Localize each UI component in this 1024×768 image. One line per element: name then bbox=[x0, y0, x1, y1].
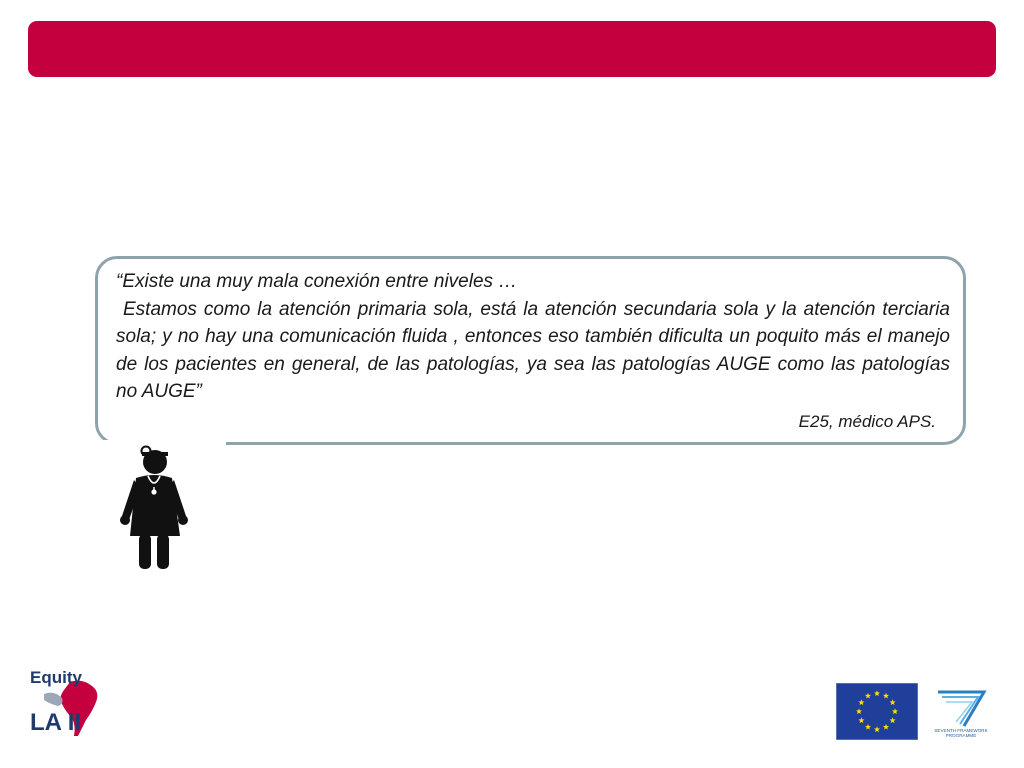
fp7-caption-1: SEVENTH FRAMEWORK bbox=[934, 728, 988, 733]
fp7-logo bbox=[928, 688, 994, 738]
header-banner bbox=[28, 21, 996, 77]
quote-intro: “Existe una muy mala conexión entre niveles … bbox=[116, 271, 518, 292]
equity-la-ii-logo bbox=[26, 668, 116, 738]
quote-attribution: E25, médico APS. bbox=[798, 412, 936, 431]
la-ii-logo-text: LA II bbox=[30, 709, 82, 736]
equity-logo-text: Equity bbox=[30, 668, 82, 687]
eu-flag-icon bbox=[836, 683, 918, 740]
fp7-caption-2: PROGRAMME bbox=[945, 733, 977, 738]
doctor-icon bbox=[116, 444, 192, 572]
quote-body: Estamos como la atención primaria sola, está la atención secundaria sola y la atención terciaria sola; y no hay una comunicación fluida , entonces eso también dificulta un poquito más el manejo de los pacientes en general, de las patologías, ya sea las patologías AUGE como las patologías no AUGE” bbox=[116, 298, 950, 402]
quote-text bbox=[116, 268, 950, 406]
